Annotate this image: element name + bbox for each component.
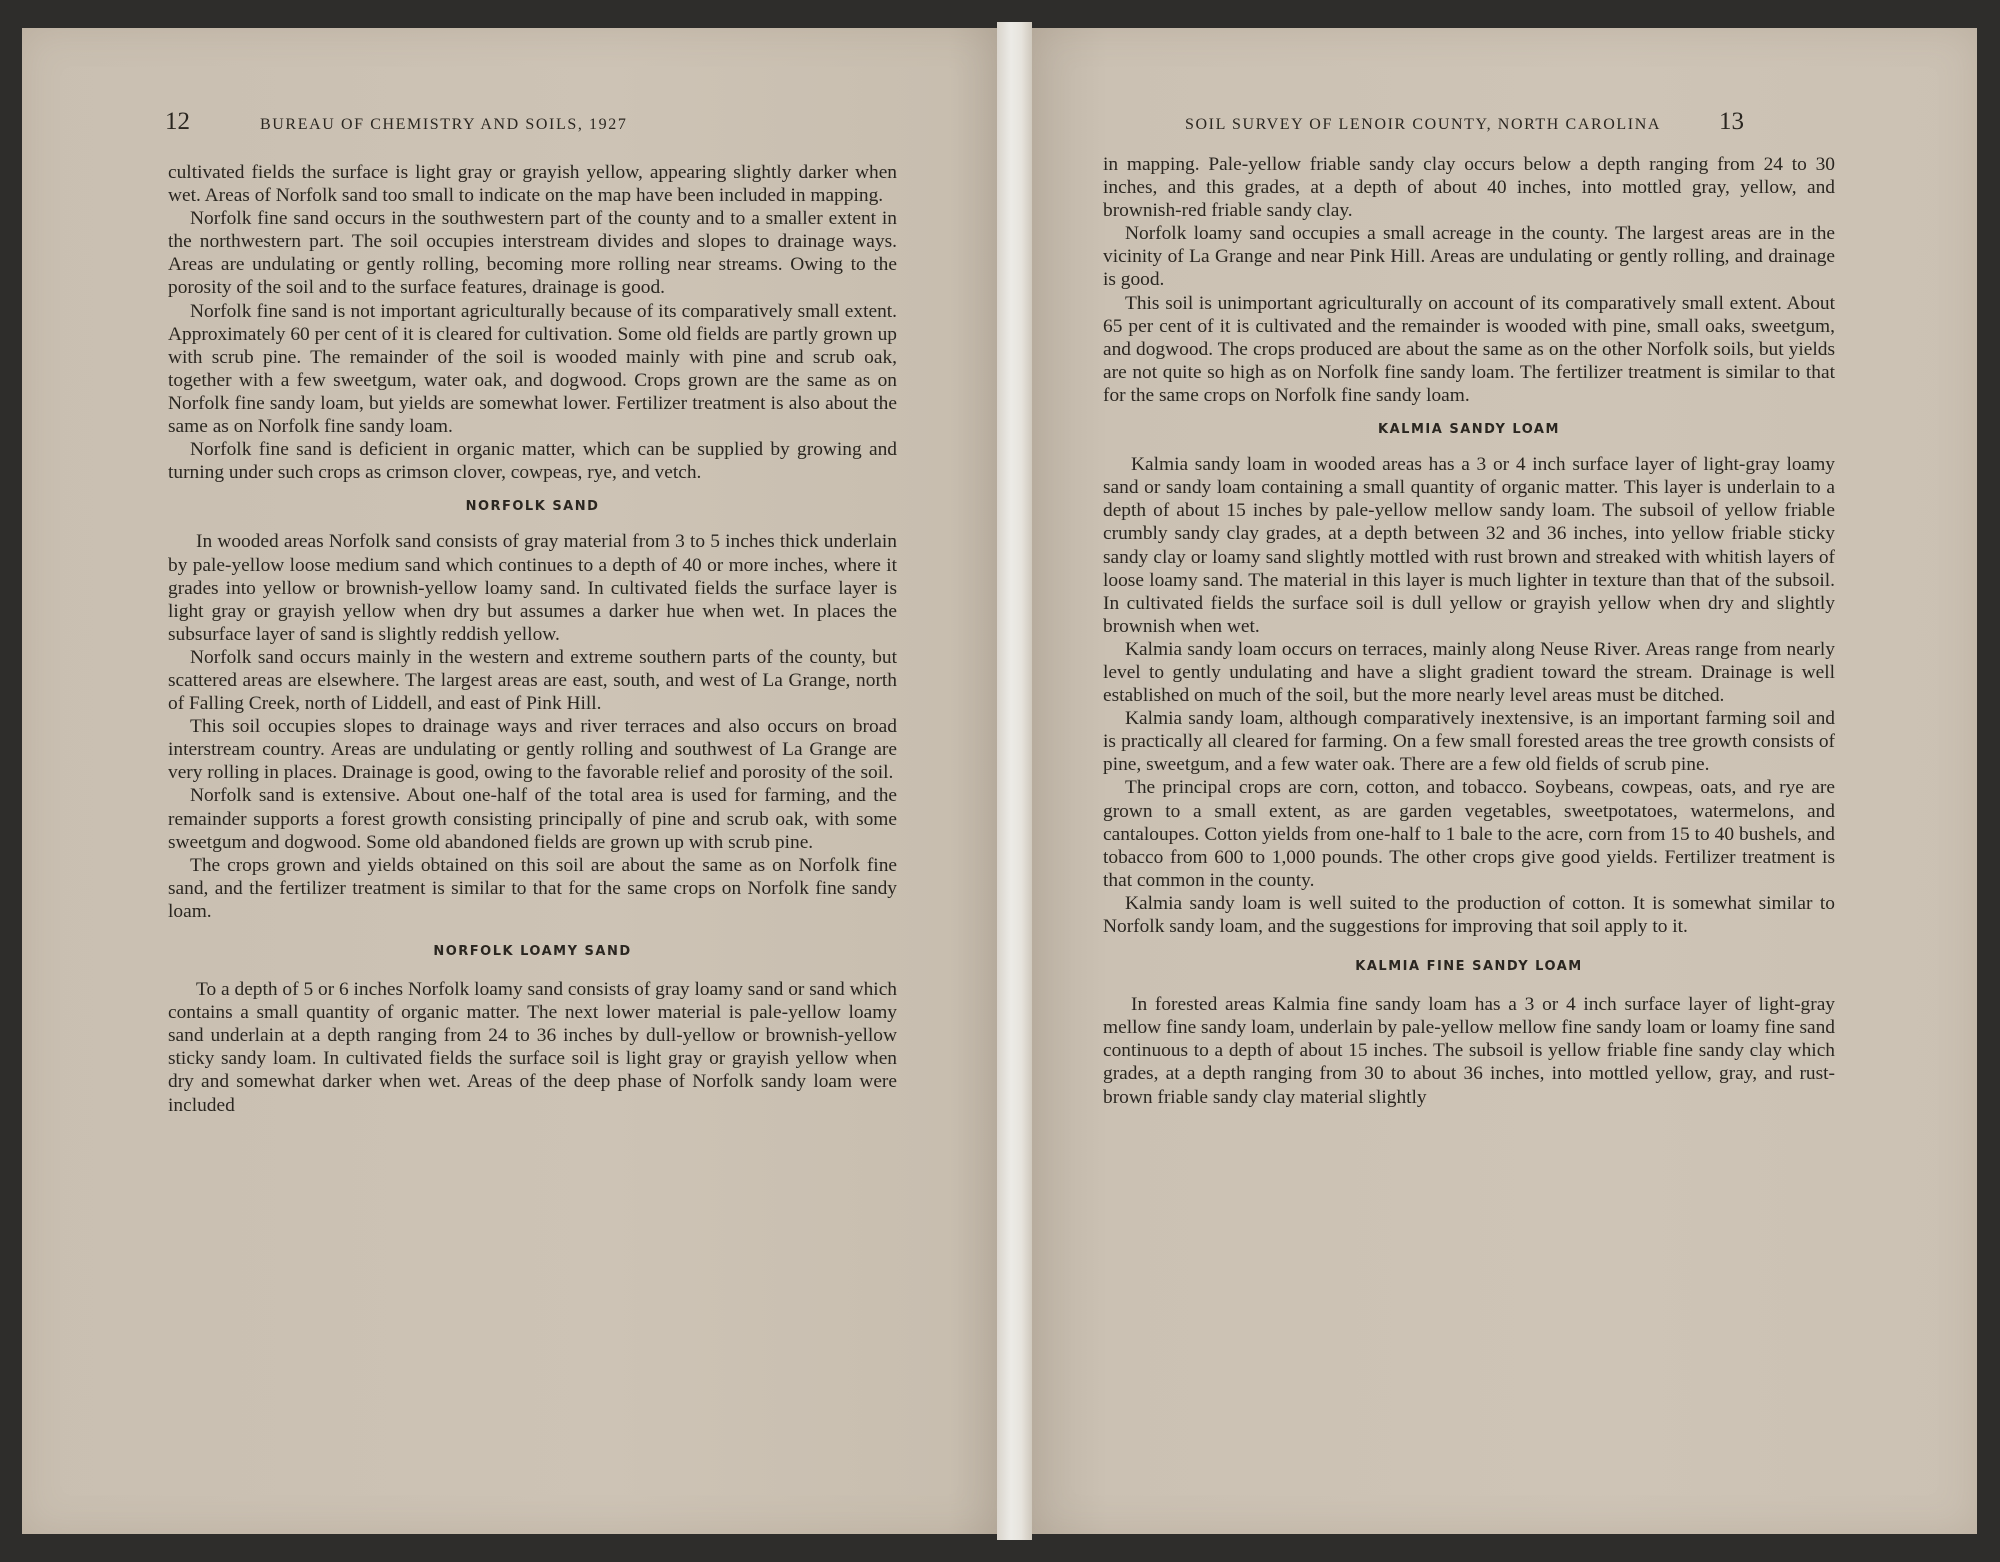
paragraph: cultivated fields the surface is light gray or grayish yellow, appearing slightly darker when wet. Areas of Norfolk sand too small to indicate on the map have been included in mapping. (168, 162, 897, 207)
paragraph: Kalmia sandy loam is well suited to the production of cotton. It is somewhat similar to Norfolk sandy loam, and the suggestions for improving that soil apply to it. (1103, 892, 1835, 937)
right-running-head-title: SOIL SURVEY OF LENOIR COUNTY, NORTH CAROLINA (1185, 116, 1662, 133)
paragraph: The principal crops are corn, cotton, and tobacco. Soybeans, cowpeas, oats, and rye are grown to a small extent, as are garden vegetables, sweetpotatoes, watermelons, and cantaloupes. Cotton yields from one-half to 1 bale to the acre, corn from 15 to 40 bushels, and tobacco from 600 to 1,000 pounds. The other crops give good yields. Fertilizer treatment is that common in the county. (1103, 777, 1835, 891)
paragraph: Norfolk loamy sand occupies a small acreage in the county. The largest areas are in the vicinity of La Grange and near Pink Hill. Areas are undulating or gently rolling, and drainage is good. (1103, 223, 1835, 291)
right-page-text-column (1103, 153, 1835, 1109)
paragraph: This soil is unimportant agriculturally on account of its comparatively small extent. About 65 per cent of it is cultivated and the remainder is wooded with pine, small oaks, sweetgum, and dogwood. The crops produced are about the same as on the other Norfolk soils, but yields are not quite so high as on Norfolk fine sandy loam. The fertilizer treatment is similar to that for the same crops on Norfolk fine sandy loam. (1103, 292, 1835, 406)
book-gutter (997, 22, 1032, 1540)
left-page-number: 12 (165, 108, 190, 135)
left-running-head-title: BUREAU OF CHEMISTRY AND SOILS, 1927 (260, 116, 628, 133)
paragraph: In wooded areas Norfolk sand consists of gray material from 3 to 5 inches thick underlain by pale-yellow loose medium sand which continues to a depth of 40 or more inches, where it grades into yellow or brownish-yellow loamy sand. In cultivated fields the surface layer is light gray or grayish yellow when dry but assumes a darker hue when wet. In places the subsurface layer of sand is slightly reddish yellow. (168, 531, 897, 645)
paragraph: This soil occupies slopes to drainage ways and river terraces and also occurs on broad interstream country. Areas are undulating or gently rolling and southwest of La Grange are very rolling in places. Drainage is good, owing to the favorable relief and porosity of the soil. (168, 716, 897, 784)
paragraph: Norfolk fine sand is not important agriculturally because of its comparatively small extent. Approximately 60 per cent of it is cleared for cultivation. Some old fields are partly grown up with scrub pine. The remainder of the soil is wooded mainly with pine and scrub oak, together with a few sweetgum, water oak, and dogwood. Crops grown are the same as on Norfolk fine sandy loam, but yields are somewhat lower. Fertilizer treatment is also about the same as on Norfolk fine sandy loam. (168, 300, 897, 438)
section-heading: NORFOLK SAND (465, 499, 600, 515)
right-running-head (1185, 108, 1845, 142)
paragraph: Norfolk fine sand is deficient in organic matter, which can be supplied by growing and turning under such crops as crimson clover, cowpeas, rye, and vetch. (168, 439, 897, 484)
paragraph: Norfolk sand is extensive. About one-half of the total area is used for farming, and the remainder supports a forest growth consisting principally of pine and scrub oak, with some sweetgum and dogwood. Some old abandoned fields are grown up with scrub pine. (168, 785, 897, 853)
paragraph: Kalmia sandy loam in wooded areas has a 3 or 4 inch surface layer of light-gray loamy sand or sandy loam containing a small quantity of organic matter. This layer is underlain to a depth of about 15 inches by pale-yellow mellow sandy loam. The subsoil of yellow friable crumbly sandy clay grades, at a depth between 32 and 36 inches, into yellow friable sticky sandy clay or loamy sand slightly mottled with rust brown and streaked with whitish layers of loose loamy sand. The material in this layer is much lighter in texture than that of the subsoil. In cultivated fields the surface soil is dull yellow or grayish yellow when dry and slightly brownish when wet. (1103, 454, 1835, 637)
paragraph: The crops grown and yields obtained on this soil are about the same as on Norfolk fine sand, and the fertilizer treatment is similar to that for the same crops on Norfolk fine sandy loam. (168, 854, 897, 922)
paragraph: To a depth of 5 or 6 inches Norfolk loamy sand consists of gray loamy sand or sand which contains a small quantity of organic matter. The next lower material is pale-yellow loamy sand underlain at a depth ranging from 24 to 36 inches by dull-yellow or brownish-yellow sticky sandy loam. In cultivated fields the surface soil is light gray or grayish yellow when dry and somewhat darker when wet. Areas of the deep phase of Norfolk sandy loam were included (168, 979, 897, 1116)
section-heading: KALMIA FINE SANDY LOAM (1355, 959, 1583, 975)
right-page-number: 13 (1719, 108, 1745, 135)
paragraph: Kalmia sandy loam, although comparatively inextensive, is an important farming soil and is practically all cleared for farming. On a few small forested areas the tree growth consists of pine, sweetgum, and a few water oak. There are a few old fields of scrub pine. (1103, 708, 1835, 776)
section-heading: KALMIA SANDY LOAM (1378, 422, 1560, 438)
paragraph: Kalmia sandy loam occurs on terraces, mainly along Neuse River. Areas range from nearly level to gently undulating and have a slight gradient toward the stream. Drainage is well established on much of the soil, but the more nearly level areas must be ditched. (1103, 638, 1835, 707)
section-heading: NORFOLK LOAMY SAND (433, 944, 632, 959)
paragraph: In forested areas Kalmia fine sandy loam has a 3 or 4 inch surface layer of light-gray mellow fine sandy loam, underlain by pale-yellow mellow fine sandy loam or loamy fine sand continuous to a depth of about 15 inches. The subsoil is yellow friable fine sandy clay which grades, at a depth ranging from 30 to about 36 inches, into mottled yellow, gray, and rust-brown friable sandy clay material slightly (1103, 994, 1835, 1108)
left-running-head (165, 108, 785, 142)
paragraph: Norfolk fine sand occurs in the southwestern part of the county and to a smaller extent in the northwestern part. The soil occupies interstream divides and slopes to drainage ways. Areas are undulating or gently rolling, becoming more rolling near streams. Owing to the porosity of the soil and to the surface features, drainage is good. (168, 208, 897, 299)
paragraph: Norfolk sand occurs mainly in the western and extreme southern parts of the county, but scattered areas are elsewhere. The largest areas are east, south, and west of La Grange, north of Falling Creek, north of Liddell, and east of Pink Hill. (168, 646, 897, 715)
paragraph: in mapping. Pale-yellow friable sandy clay occurs below a depth ranging from 24 to 30 inches, and this grades, at a depth of about 40 inches, into mottled gray, yellow, and brownish-red friable sandy clay. (1103, 154, 1835, 222)
left-page-text-column (168, 161, 897, 1117)
